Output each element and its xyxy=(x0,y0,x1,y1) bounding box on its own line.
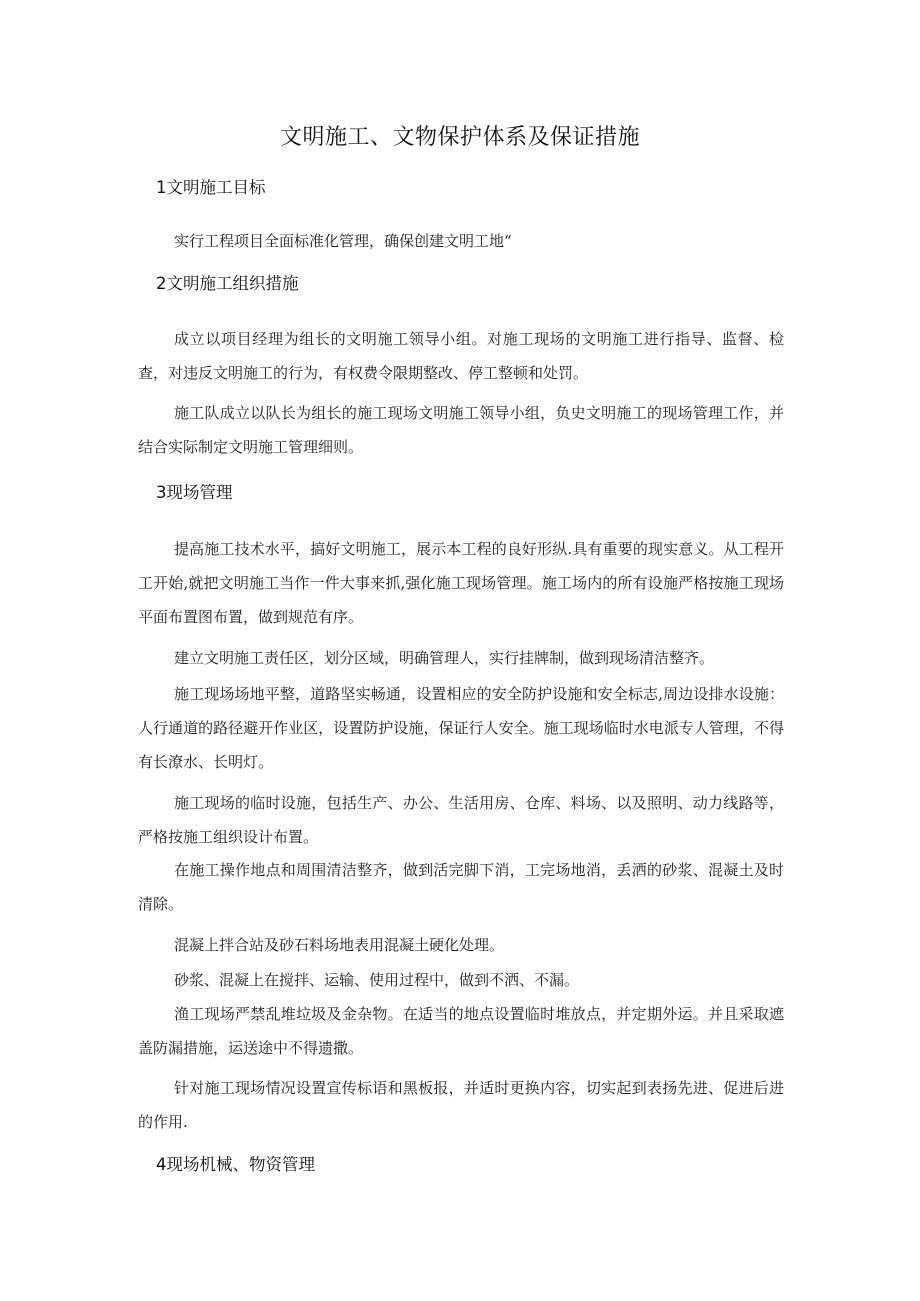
section-heading-1: 1文明施工目标 xyxy=(156,178,266,197)
paragraph-responsibility-zone: 建立文明施工责任区，划分区域，明确管理人，实行挂牌制，做到现场清洁整齐。 xyxy=(174,649,715,667)
paragraph-garbage: 渔工现场严禁乱堆垃圾及金杂物。在适当的地点设置临时堆放点，并定期外运。并且采取遮盖防漏措施，运送途中不得遗撒。 xyxy=(138,1005,784,1057)
paragraph-publicity: 针对施工现场情况设置宣传标语和黑板报，并适时更换内容，切实起到表扬先进、促进后进的作用. xyxy=(138,1079,784,1131)
paragraph-site-leveling: 施工现场场地平整，道路坚实畅通，设置相应的安全防护设施和安全标志,周边设排水设施：人行通道的路径避开作业区，设置防护设施，保证行人安全。施工现场临时水电派专人管理，不得有长潦水、长明灯。 xyxy=(138,685,784,771)
paragraph-clean-site: 在施工操作地点和周围清洁整齐，做到活完脚下消，工完场地消，丢洒的砂浆、混凝土及时清除。 xyxy=(138,861,784,913)
paragraph-temp-facilities: 施工现场的临时设施，包括生产、办公、生活用房、仓库、料场、以及照明、动力线路等，严格按施工组织设计布置。 xyxy=(138,794,784,846)
paragraph-concrete-station: 混凝上拌合站及砂石料场地表用混凝土硬化处理。 xyxy=(174,936,505,954)
paragraph-leadership-group: 成立以项目经理为组长的文明施工领导小组。对施工现场的文明施工进行指导、监督、检查，对违反文明施工的行为，有权费令限期整改、停工整顿和处罚。 xyxy=(138,330,784,382)
paragraph-improve-level: 提高施工技术水平，搞好文明施工，展示本工程的良好形纵.具有重要的现实意义。从工程开工开始,就把文明施工当作一件大事来抓,强化施工现场管理。施工场内的所有设施严格按施工现场平面布置图布置，做到规范有序。 xyxy=(138,540,784,626)
paragraph-team-group: 施工队成立以队长为组长的施工现场文明施工领导小组，负史文明施工的现场管理工作，并结合实际制定文明施工管理细则。 xyxy=(138,404,784,456)
paragraph-target: 实行工程项目全面标准化管理，确保创建文明工地“ xyxy=(174,232,512,250)
section-heading-2: 2文明施工组织措施 xyxy=(156,274,299,293)
section-heading-3: 3现场管理 xyxy=(156,483,233,502)
section-heading-4: 4现场机械、物资管理 xyxy=(156,1155,315,1174)
document-title: 文明施工、文物保护体系及保证措施 xyxy=(279,125,640,150)
paragraph-mortar-transport: 砂浆、混凝上在搅拌、运输、使用过程中，做到不洒、不漏。 xyxy=(174,971,580,989)
